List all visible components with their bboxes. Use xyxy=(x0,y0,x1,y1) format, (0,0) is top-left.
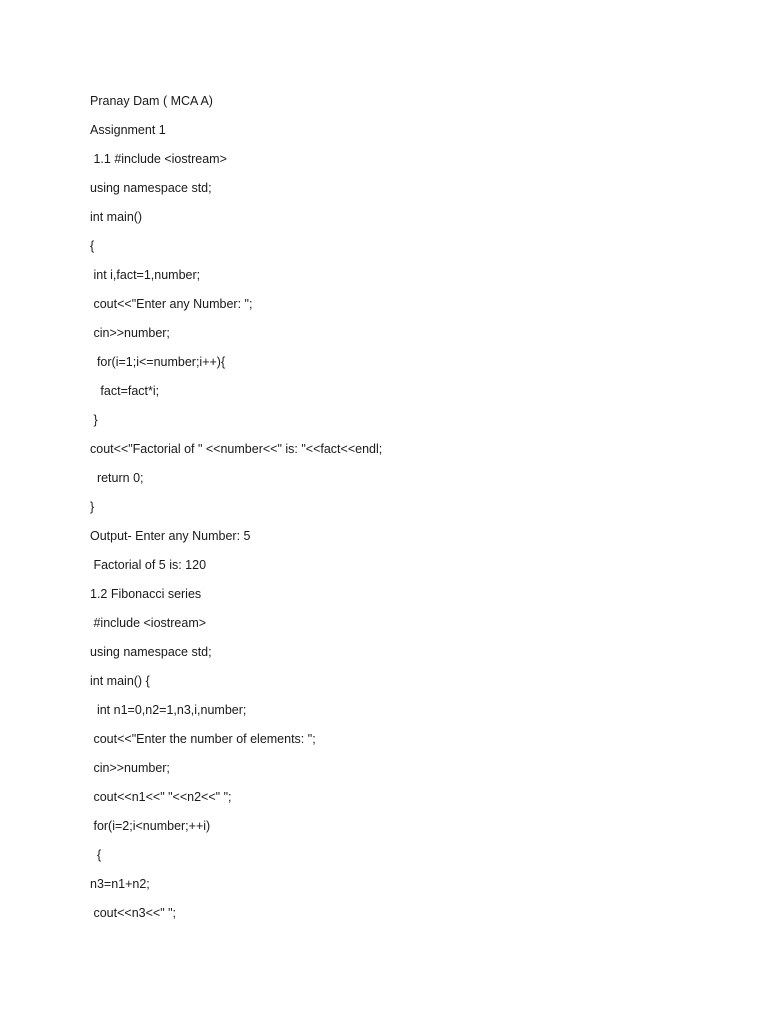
author-line: Pranay Dam ( MCA A) xyxy=(90,94,213,108)
text-line: cin>>number; xyxy=(90,326,170,340)
text-line: int main() { xyxy=(90,674,150,688)
text-line: int i,fact=1,number; xyxy=(90,268,201,282)
output-line: Factorial of 5 is: 120 xyxy=(90,558,207,572)
output-line: Output- Enter any Number: 5 xyxy=(90,529,251,543)
document-body xyxy=(90,92,382,933)
text-line: } xyxy=(90,413,98,427)
text-line: { xyxy=(90,848,102,862)
text-line: cin>>number; xyxy=(90,761,170,775)
text-line: n3=n1+n2; xyxy=(90,877,150,891)
text-line: { xyxy=(90,239,95,253)
text-line: return 0; xyxy=(90,471,144,485)
text-line: 1.1 #include <iostream> xyxy=(90,152,227,166)
text-line: cout<<n3<<" "; xyxy=(90,906,177,920)
text-line: cout<<n1<<" "<<n2<<" "; xyxy=(90,790,232,804)
text-line: int main() xyxy=(90,210,143,224)
text-line: cout<<"Factorial of " <<number<<" is: "<<fact<<endl; xyxy=(90,442,383,456)
text-line: } xyxy=(90,500,95,514)
text-line: #include <iostream> xyxy=(90,616,207,630)
section-heading: 1.2 Fibonacci series xyxy=(90,587,202,601)
text-line: for(i=2;i<number;++i) xyxy=(90,819,211,833)
text-line: for(i=1;i<=number;i++){ xyxy=(90,355,226,369)
text-line: cout<<"Enter any Number: "; xyxy=(90,297,253,311)
text-line: fact=fact*i; xyxy=(90,384,160,398)
text-line: cout<<"Enter the number of elements: "; xyxy=(90,732,316,746)
text-line: using namespace std; xyxy=(90,181,212,195)
text-line: int n1=0,n2=1,n3,i,number; xyxy=(90,703,247,717)
text-line: using namespace std; xyxy=(90,645,212,659)
assignment-title: Assignment 1 xyxy=(90,123,166,137)
